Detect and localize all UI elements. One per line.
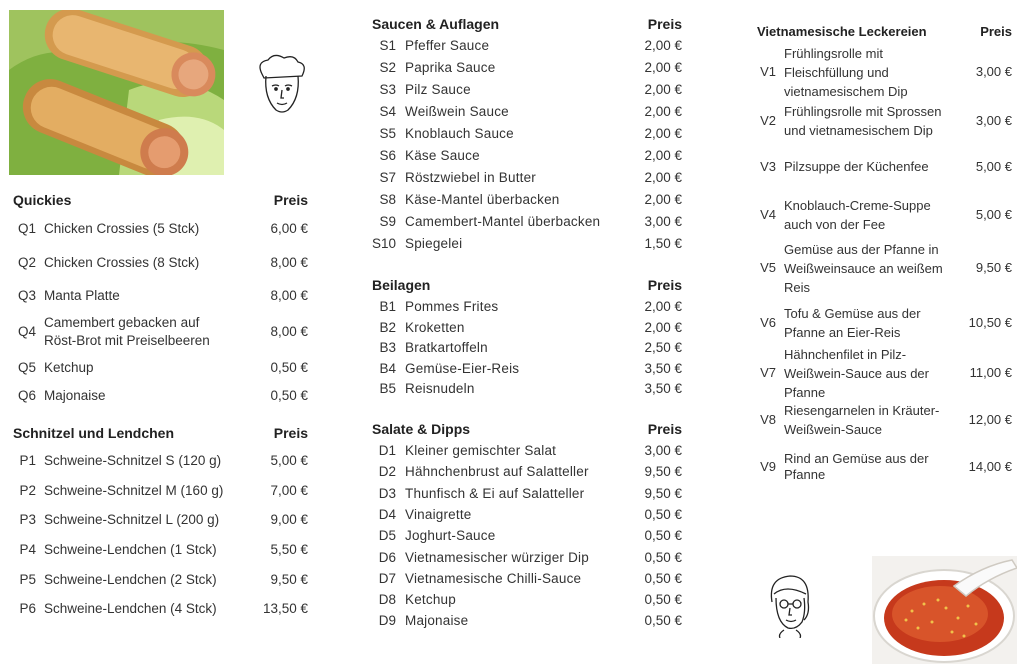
item-name: Camembert gebacken auf Röst-Brot mit Preiselbeeren	[44, 315, 210, 348]
item-price: 2,50 €	[644, 340, 682, 355]
item-price: 9,50 €	[644, 464, 682, 479]
item-price: 6,00 €	[270, 221, 308, 236]
item-price: 5,00 €	[975, 207, 1012, 222]
section-header	[362, 421, 692, 441]
item-code: D7	[378, 571, 396, 586]
price-header: Preis	[273, 192, 308, 208]
section-saucen	[362, 16, 692, 251]
item-name: Pommes Frites	[405, 299, 499, 314]
menu-item	[752, 45, 1024, 99]
item-price: 5,00 €	[270, 453, 308, 468]
item-price: 3,00 €	[975, 64, 1012, 79]
menu-item	[0, 357, 320, 379]
item-code: P1	[19, 453, 36, 468]
item-code: B4	[379, 361, 396, 376]
item-price: 5,50 €	[270, 542, 308, 557]
item-code: S8	[379, 192, 396, 207]
item-name: Majonaise	[405, 613, 469, 628]
section-header	[0, 425, 320, 445]
menu-item	[752, 241, 1024, 295]
menu-item	[0, 509, 320, 531]
item-price: 0,50 €	[644, 592, 682, 607]
item-code: S9	[379, 214, 396, 229]
item-name: Ketchup	[44, 360, 94, 375]
section-title: Saucen & Auflagen	[372, 16, 500, 32]
item-name: Thunfisch & Ei auf Salatteller	[405, 486, 585, 501]
item-code: B2	[379, 320, 396, 335]
item-name: Schweine-Schnitzel L (200 g)	[44, 512, 220, 527]
item-code: V5	[760, 260, 776, 275]
item-code: V2	[760, 113, 776, 128]
item-price: 9,50 €	[644, 486, 682, 501]
section-header	[752, 24, 1024, 44]
item-code: P3	[19, 512, 36, 527]
price-header: Preis	[647, 16, 682, 32]
menu-item	[0, 285, 320, 307]
item-code: S2	[379, 60, 396, 75]
menu-item	[362, 338, 692, 358]
item-name: Tofu & Gemüse aus der Pfanne an Eier-Reis	[784, 306, 921, 340]
item-price: 8,00 €	[270, 288, 308, 303]
item-code: P4	[19, 542, 36, 557]
section-title: Quickies	[13, 192, 72, 208]
item-code: S1	[379, 38, 396, 53]
item-name: Käse-Mantel überbacken	[405, 192, 560, 207]
item-price: 3,00 €	[644, 214, 682, 229]
item-name: Pfeffer Sauce	[405, 38, 490, 53]
item-price: 11,00 €	[969, 365, 1012, 380]
item-price: 9,50 €	[975, 260, 1012, 275]
item-name: Knoblauch-Creme-Suppe auch von der Fee	[784, 198, 931, 232]
item-price: 2,00 €	[644, 299, 682, 314]
item-name: Käse Sauce	[405, 148, 480, 163]
item-price: 9,00 €	[270, 512, 308, 527]
menu-item	[362, 318, 692, 338]
item-code: V7	[760, 365, 776, 380]
menu-item	[362, 548, 692, 568]
item-code: B5	[379, 381, 396, 396]
section-header	[0, 192, 320, 212]
item-name: Schweine-Lendchen (1 Stck)	[44, 542, 217, 557]
item-code: V4	[760, 207, 776, 222]
menu-item	[362, 505, 692, 525]
chili-dip-photo	[872, 556, 1017, 664]
menu-item	[0, 598, 320, 620]
price-header: Preis	[273, 425, 308, 441]
item-name: Frühlingsrolle mit Fleischfüllung und vietnamesischem Dip	[784, 45, 908, 99]
item-code: S5	[379, 126, 396, 141]
item-code: D2	[378, 464, 396, 479]
menu-item	[362, 569, 692, 589]
item-name: Vietnamesischer würziger Dip	[405, 550, 589, 565]
price-header: Preis	[647, 277, 682, 293]
item-price: 0,50 €	[644, 507, 682, 522]
menu-item	[362, 58, 692, 78]
section-quickies	[0, 192, 320, 403]
menu-item	[362, 462, 692, 482]
item-code: V6	[760, 315, 776, 330]
item-code: S10	[371, 236, 396, 251]
item-price: 9,50 €	[270, 572, 308, 587]
section-beilagen	[362, 277, 692, 396]
menu-item	[0, 314, 320, 350]
item-code: S7	[379, 170, 396, 185]
item-name: Schweine-Lendchen (4 Stck)	[44, 601, 217, 616]
menu-item	[752, 195, 1024, 235]
item-name: Kleiner gemischter Salat	[405, 443, 557, 458]
item-code: S3	[379, 82, 396, 97]
chef-face-icon	[252, 54, 310, 118]
section-header	[362, 277, 692, 297]
woman-face-icon	[766, 572, 814, 638]
item-price: 2,00 €	[644, 320, 682, 335]
item-code: Q3	[17, 288, 36, 303]
item-price: 0,50 €	[644, 550, 682, 565]
item-code: S4	[379, 104, 396, 119]
item-name: Schweine-Schnitzel S (120 g)	[44, 453, 222, 468]
item-price: 0,50 €	[270, 388, 308, 403]
item-code: P6	[19, 601, 36, 616]
item-price: 3,00 €	[644, 443, 682, 458]
item-name: Pilzsuppe der Küchenfee	[784, 159, 929, 174]
item-code: S6	[379, 148, 396, 163]
item-name: Kroketten	[405, 320, 465, 335]
item-price: 3,50 €	[644, 381, 682, 396]
menu-item	[362, 484, 692, 504]
menu-item	[0, 385, 320, 407]
menu-item	[752, 451, 1024, 482]
item-code: V9	[760, 459, 776, 474]
menu-item	[362, 36, 692, 56]
menu-item	[752, 346, 1024, 400]
item-name: Schweine-Schnitzel M (160 g)	[44, 483, 224, 498]
item-name: Hähnchenbrust auf Salatteller	[405, 464, 589, 479]
item-name: Reisnudeln	[405, 381, 475, 396]
item-price: 2,00 €	[644, 126, 682, 141]
item-code: P5	[19, 572, 36, 587]
section-schnitzel	[0, 425, 320, 616]
item-code: V3	[760, 159, 776, 174]
item-code: P2	[19, 483, 36, 498]
menu-item	[752, 101, 1024, 141]
section-title: Beilagen	[372, 277, 431, 293]
item-code: Q2	[17, 255, 36, 270]
item-price: 2,00 €	[644, 60, 682, 75]
menu-item	[362, 190, 692, 210]
item-code: Q4	[17, 324, 36, 339]
item-code: V1	[760, 64, 776, 79]
item-price: 0,50 €	[644, 528, 682, 543]
menu-item	[362, 526, 692, 546]
item-code: B3	[379, 340, 396, 355]
spring-rolls-photo	[9, 10, 224, 175]
menu-item	[0, 480, 320, 502]
item-price: 3,50 €	[644, 361, 682, 376]
item-price: 0,50 €	[644, 613, 682, 628]
item-name: Joghurt-Sauce	[405, 528, 496, 543]
item-code: D5	[378, 528, 396, 543]
item-name: Manta Platte	[44, 288, 120, 303]
price-header: Preis	[647, 421, 682, 437]
item-name: Schweine-Lendchen (2 Stck)	[44, 572, 217, 587]
item-price: 2,00 €	[644, 104, 682, 119]
menu-item	[362, 102, 692, 122]
section-title: Vietnamesische Leckereien	[757, 24, 927, 39]
item-code: D4	[378, 507, 396, 522]
item-name: Hähnchenfilet in Pilz-Weißwein-Sauce aus der Pfanne	[784, 346, 929, 400]
menu-item	[0, 252, 320, 274]
menu-item	[362, 590, 692, 610]
item-price: 8,00 €	[270, 324, 308, 339]
item-name: Riesengarnelen in Kräuter-Weißwein-Sauce	[784, 403, 940, 437]
item-name: Bratkartoffeln	[405, 340, 488, 355]
item-price: 13,50 €	[262, 601, 308, 616]
item-name: Paprika Sauce	[405, 60, 496, 75]
menu-item	[752, 400, 1024, 440]
section-vietnamese	[752, 24, 1024, 482]
item-price: 2,00 €	[644, 82, 682, 97]
item-price: 2,00 €	[644, 192, 682, 207]
item-price: 14,00 €	[968, 459, 1012, 474]
item-code: Q1	[17, 221, 36, 236]
menu-item	[362, 379, 692, 399]
item-name: Pilz Sauce	[405, 82, 471, 97]
menu-item	[362, 168, 692, 188]
item-name: Vietnamesische Chilli-Sauce	[405, 571, 582, 586]
menu-item	[0, 539, 320, 561]
item-code: D9	[378, 613, 396, 628]
menu-item	[752, 157, 1024, 177]
section-header	[362, 16, 692, 36]
item-name: Ketchup	[405, 592, 456, 607]
price-header: Preis	[980, 24, 1012, 39]
item-name: Majonaise	[44, 388, 106, 403]
item-code: Q6	[17, 388, 36, 403]
item-name: Camembert-Mantel überbacken	[405, 214, 601, 229]
item-price: 2,00 €	[644, 148, 682, 163]
item-name: Chicken Crossies (5 Stck)	[44, 221, 200, 236]
menu-item	[362, 212, 692, 232]
item-name: Weißwein Sauce	[405, 104, 509, 119]
item-name: Knoblauch Sauce	[405, 126, 514, 141]
item-name: Chicken Crossies (8 Stck)	[44, 255, 200, 270]
menu-item	[362, 611, 692, 631]
item-price: 12,00 €	[968, 412, 1012, 427]
menu-item	[362, 441, 692, 461]
menu-item	[0, 218, 320, 240]
item-name: Gemüse-Eier-Reis	[405, 361, 520, 376]
item-price: 0,50 €	[644, 571, 682, 586]
menu-item	[362, 297, 692, 317]
menu-item	[362, 359, 692, 379]
item-price: 7,00 €	[270, 483, 308, 498]
section-title: Schnitzel und Lendchen	[13, 425, 175, 441]
item-name: Rind an Gemüse aus der Pfanne	[784, 451, 929, 482]
item-code: Q5	[17, 360, 36, 375]
item-code: D3	[378, 486, 396, 501]
item-name: Röstzwiebel in Butter	[405, 170, 537, 185]
item-price: 5,00 €	[975, 159, 1012, 174]
item-code: V8	[760, 412, 776, 427]
menu-item	[362, 80, 692, 100]
item-price: 10,50 €	[968, 315, 1012, 330]
item-price: 0,50 €	[270, 360, 308, 375]
section-salate	[362, 421, 692, 628]
item-code: D6	[378, 550, 396, 565]
menu-item	[362, 146, 692, 166]
item-price: 2,00 €	[644, 170, 682, 185]
item-name: Frühlingsrolle mit Sprossen und vietnamesischem Dip	[784, 104, 942, 138]
item-price: 3,00 €	[975, 113, 1012, 128]
menu-item	[752, 303, 1024, 343]
item-name: Vinaigrette	[405, 507, 472, 522]
item-price: 2,00 €	[644, 38, 682, 53]
menu-item	[0, 450, 320, 472]
item-code: D8	[378, 592, 396, 607]
menu-item	[362, 124, 692, 144]
menu-item	[362, 234, 692, 254]
section-title: Salate & Dipps	[372, 421, 471, 437]
item-price: 8,00 €	[270, 255, 308, 270]
item-name: Gemüse aus der Pfanne in Weißweinsauce an weißem Reis	[784, 241, 943, 295]
menu-item	[0, 569, 320, 591]
item-name: Spiegelei	[405, 236, 463, 251]
item-code: B1	[379, 299, 396, 314]
item-code: D1	[378, 443, 396, 458]
item-price: 1,50 €	[644, 236, 682, 251]
